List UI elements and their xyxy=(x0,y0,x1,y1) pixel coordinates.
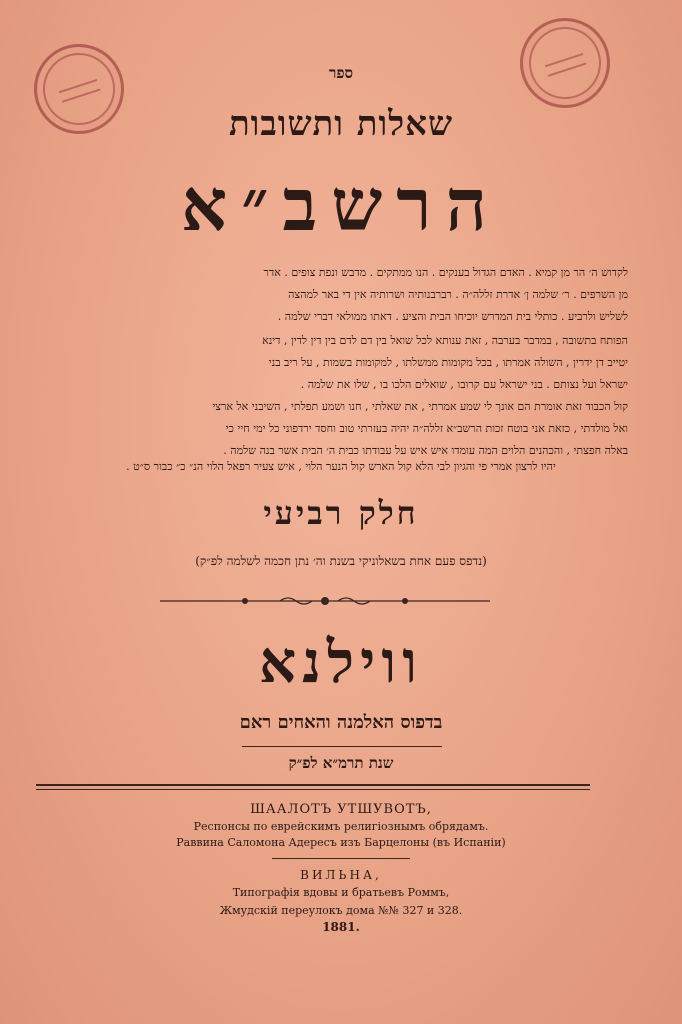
main-title: הרשב״א xyxy=(180,162,502,247)
text-line: באלה חפצתי , והכהנים הלוים המה עומדו איש איש על עבודתו כבית ה׳ הבית אשר בנה שלמה . xyxy=(223,444,628,457)
rule-bottom xyxy=(36,789,590,790)
russian-divider xyxy=(272,858,410,859)
russian-city: ВИЛЬНА, xyxy=(300,868,382,882)
text-line: קול הכבוד זאת אומרת הם אונך לי שמע אמרתי , את שאלתי , חנו ושמע תפלתי , השיבני אל ארצי xyxy=(212,400,628,413)
press-hebrew: בדפוס האלמנה והאחים ראם xyxy=(239,712,443,733)
rule-top xyxy=(36,784,590,786)
text-line: לשליש ולרביע . כותלי בית המדרש יוכיחו הבית והציע . דאתו ממולאי דברי שלמה . xyxy=(277,310,628,323)
library-stamp-right xyxy=(508,6,621,119)
russian-title: ШААЛОТЪ УТШУВОТЪ, xyxy=(250,802,432,817)
russian-address: Жмудскій переулокъ дома №№ 327 и 328. xyxy=(219,904,463,917)
text-line: לקדוש ה׳ הר מן קמיא . האדם הגדול בענקים . הנו ממתקים . מדבש ונפת צופים . אדר xyxy=(263,266,628,279)
dedication-paragraph xyxy=(58,262,628,328)
sefer-label: ספר xyxy=(328,64,354,82)
text-line: ישראל ועל נצותם . בני ישראל עם קרובו , שואלים הלכו בו , שלו את שלמה . xyxy=(300,378,628,391)
city-hebrew: ווילנא xyxy=(258,628,424,696)
description-paragraph xyxy=(58,330,628,396)
year-hebrew: שנת תרמ״א לפ״ק xyxy=(288,754,394,772)
divider xyxy=(242,746,442,747)
text-line: יטייב דן ידרין , השולה אמרתו , בכל מקומות ממשלתו , למקומות בשמות , על ריב בני xyxy=(268,356,628,369)
text-line: מן השרפים . ר׳ שלמה ן׳ אדרת זללה״ה . רברבנותיה ושרותיה אין די באר למהצה xyxy=(288,288,628,301)
text-line: ואל מולדתי , כזאת אני בוטח זכות הרשב״א זללה״ה יהיה בעזרתי טוב וחסד ירדפוני כל ימי חיי כי xyxy=(225,422,628,435)
russian-press: Типографія вдовы и братьевъ Роммъ, xyxy=(232,886,450,899)
title: שאלות ותשובות xyxy=(228,104,454,144)
prayer-paragraph xyxy=(58,396,628,462)
russian-author: Раввина Саломона Адересъ изъ Барцелоны (въ Испаніи) xyxy=(176,836,506,849)
russian-description: Респонсы по еврейскимъ религіознымъ обрядамъ. xyxy=(193,820,489,833)
editor-credit: יהיו לרצון אמרי פי והגיון לבי הלא קול הארש קול הנער הלוי , איש צעיר רפאל הלוי הנ״ כ״ כבור ס״ט . xyxy=(126,460,556,473)
russian-year: 1881. xyxy=(322,920,360,934)
ornamental-rule xyxy=(160,594,490,608)
text-line: הפותח בתשובה , במדבר בערבה , זאת ענותא לכל שואל בין דם לדם בין דין לדין , דינא xyxy=(262,334,628,347)
printing-note: (נדפס פעם אחת בשאלוניקי בשנת וה׳ נתן חכמה לשלמה לפ״ק) xyxy=(195,554,487,568)
part-title: חלק רביעי xyxy=(263,494,419,532)
